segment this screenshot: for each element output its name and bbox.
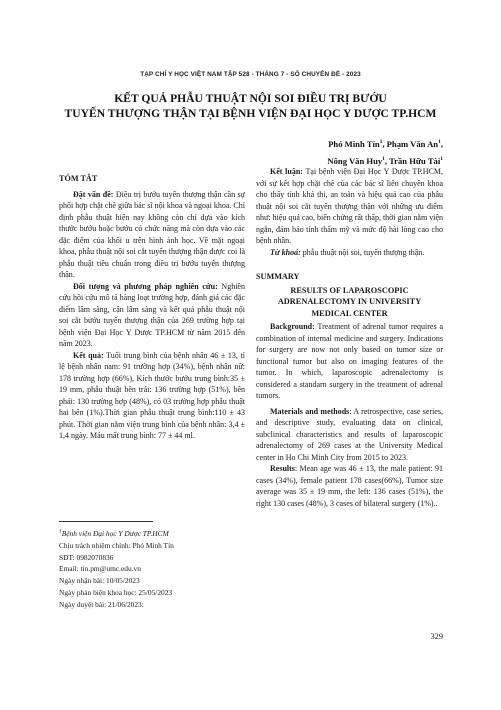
footnote-email: Email: tin.pm@umc.edu.vn xyxy=(59,564,141,574)
abstract-heading: TÓM TẮT xyxy=(59,174,98,183)
author-separator: , xyxy=(440,139,443,149)
summary-methods-label: Materials and methods xyxy=(270,406,350,416)
abstract-methods-paragraph xyxy=(59,281,245,350)
background-text: Điều trị bướu tuyến thượng thận cần sự phối hợp chặt chẽ giữa bác sĩ nội khoa và ngoại khoa. Chỉ định phẫu thuật hiện nay không còn chỉ dựa vào kích thước bướu hoặc bướu có chức năng mà còn dựa vào các đặc điểm của khối u trên hình ảnh học. Về mặt ngoại khoa, phẫu thuật nội soi cắt tuyến thượng thận được coi là phẫu thuật tiêu chuẩn trong điều trị bướu tuyến thượng thận. xyxy=(59,189,245,279)
article-title-line-1: KẾT QUẢ PHẪU THUẬT NỘI SOI ĐIỀU TRỊ BƯỚU xyxy=(114,92,387,105)
summary-methods-paragraph xyxy=(256,406,443,464)
keywords-text: phẫu thuật nội soi, tuyến thượng thận. xyxy=(300,247,425,257)
summary-background-text: Treatment of adrenal tumor requires a combination of internal medicine and surgery. Indications for surgery are now not only based on tumor size or functional tumor but also on imaging features of the tumor. In which, laparoscopic adrenalectomy is considered a standarn surgery in the treatment of adrenal tumors. xyxy=(256,322,443,400)
abstract-results-paragraph xyxy=(59,350,245,442)
author-list xyxy=(327,136,443,170)
page-number: 329 xyxy=(430,632,443,641)
summary-methods-text: : A retrospective, case series, and descriptive study, evaluating data on clinical, subclinical characteristics and results of laparoscopic adrenalectomy of 269 cases at the University Medical center in Ho Chi Minh City from 2015 to 2023. xyxy=(256,406,443,462)
abstract-right-column xyxy=(256,166,443,509)
journal-header: TẠP CHÍ Y HỌC VIỆT NAM TẬP 528 - THÁNG 7 - SỐ CHUYÊN ĐỀ - 2023 xyxy=(140,71,361,78)
english-title xyxy=(256,285,443,320)
footnote xyxy=(59,528,245,611)
methods-text: Nghiên cứu hồi cứu mô tả hàng loạt trường hợp, đánh giá các đặc điểm lâm sàng, cận lâm sàng và kết quả phẫu thuật nội soi cắt bướu tuyến thượng thận của 269 trường hợp tại bệnh viện Đại Học Y Dược TP.HCM từ năm 2015 đến năm 2023. xyxy=(59,281,245,348)
article-title xyxy=(40,91,461,121)
abstract-vietnamese xyxy=(59,173,245,442)
english-title-line-3: MEDICAL CENTER xyxy=(311,308,388,318)
author-name: Nông Văn Huy xyxy=(327,156,383,166)
conclusion-text: Tại bệnh viện Đại Học Y Dược TP.HCM, với sự kết hợp chặt chẽ của các bác sĩ liên chuyên khoa cho thấy tính khả thi, an toàn và hiệu quả cao của phẫu thuật nội soi cắt tuyến thượng thận với những ưu điểm như: hiệu quả cao, biến chứng rất thấp, thời gian nằm viện ngắn, đảm bảo tính thẩm mỹ và mức độ hài lòng cao cho bệnh nhân. xyxy=(256,167,444,245)
summary-results-text: : Mean age was 46 ± 13, the male patient: 91 cases (34%), female patient 178 cases(66%), Tumor size average was 35 ± 19 mm, the left: 136 cases (51%), the right 130 cases (48%), 3 cases of bilateral surgery (1%).. xyxy=(256,464,443,508)
conclusion-label: Kết luận: xyxy=(270,167,303,176)
affiliation-text: Bệnh viện Đại học Y Dược TP.HCM xyxy=(61,529,169,538)
summary-background-paragraph xyxy=(256,321,443,402)
summary-results-label: Results xyxy=(270,464,295,473)
keywords-label: Từ khoá: xyxy=(270,247,301,257)
author-line-1 xyxy=(327,136,443,153)
english-title-line-2: ADRENALECTOMY IN UNIVERSITY xyxy=(277,297,422,306)
footnote-affiliation xyxy=(59,528,245,540)
article-title-line-2: TUYẾN THƯỢNG THẬN TẠI BỆNH VIỆN ĐẠI HỌC Y DƯỢC TP.HCM xyxy=(64,107,437,120)
author-affiliation-mark: 1 xyxy=(438,139,441,146)
results-text: Tuổi trung bình của bệnh nhân 46 ± 13, tỉ lệ bệnh nhân nam: 91 trường hợp (34%), bệnh nhân nữ: 178 trường hợp (66%), Kích thước bướu trung bình:35 ± 19 mm, phẫu thuật bên trái: 136 trường hợp (51%), bên phải: 130 trường hợp (48%), có 03 trường hợp phẫu thuật hai bên (1%).Thời gian phẫu thuật trung bình:110 ± 43 phút. Thời gian nằm viện trung bình của bệnh nhân: 3,4 ± 1,4 ngày. Máu mất trung bình: 77 ± 44 ml. xyxy=(59,350,245,440)
author-affiliation-mark: 1 xyxy=(379,139,383,146)
footnote-corresponding-author: Chịu trách nhiệm chính: Phó Minh Tín xyxy=(59,540,174,550)
footnote-reviewed-date: Ngày phản biện khoa học: 25/05/2023 xyxy=(59,587,173,597)
english-title-line-1: RESULTS OF LAPAROSCOPIC xyxy=(290,285,409,295)
footnote-phone: SĐT: 0982070836 xyxy=(59,552,114,562)
abstract-background-paragraph xyxy=(59,189,245,281)
author-separator: , xyxy=(382,139,387,149)
author-name: Phó Minh Tín xyxy=(328,139,380,149)
summary-heading: SUMMARY xyxy=(256,272,300,281)
keywords-paragraph xyxy=(256,247,443,259)
footnote-accepted-date: Ngày duyệt bài: 21/06/2023: xyxy=(59,599,144,609)
author-name: Trần Hữu Tài xyxy=(389,156,441,166)
author-separator: , xyxy=(384,156,390,166)
results-label: Kết quả: xyxy=(73,350,104,360)
summary-background-label: Background: xyxy=(270,322,315,331)
author-name: Phạm Văn An xyxy=(386,139,439,149)
methods-label: Đối tượng và phương pháp nghiên cứu: xyxy=(73,281,218,291)
author-affiliation-mark: 1 xyxy=(440,156,443,163)
abstract-conclusion-paragraph xyxy=(256,166,443,247)
author-affiliation-mark: 1 xyxy=(382,156,385,163)
footnote-mark: 1 xyxy=(59,528,62,535)
background-label: Đặt vấn đề: xyxy=(73,189,114,199)
footnote-received-date: Ngày nhận bài: 10/05/2023 xyxy=(59,576,140,586)
summary-results-paragraph xyxy=(256,463,443,509)
footnote-divider xyxy=(59,521,153,522)
